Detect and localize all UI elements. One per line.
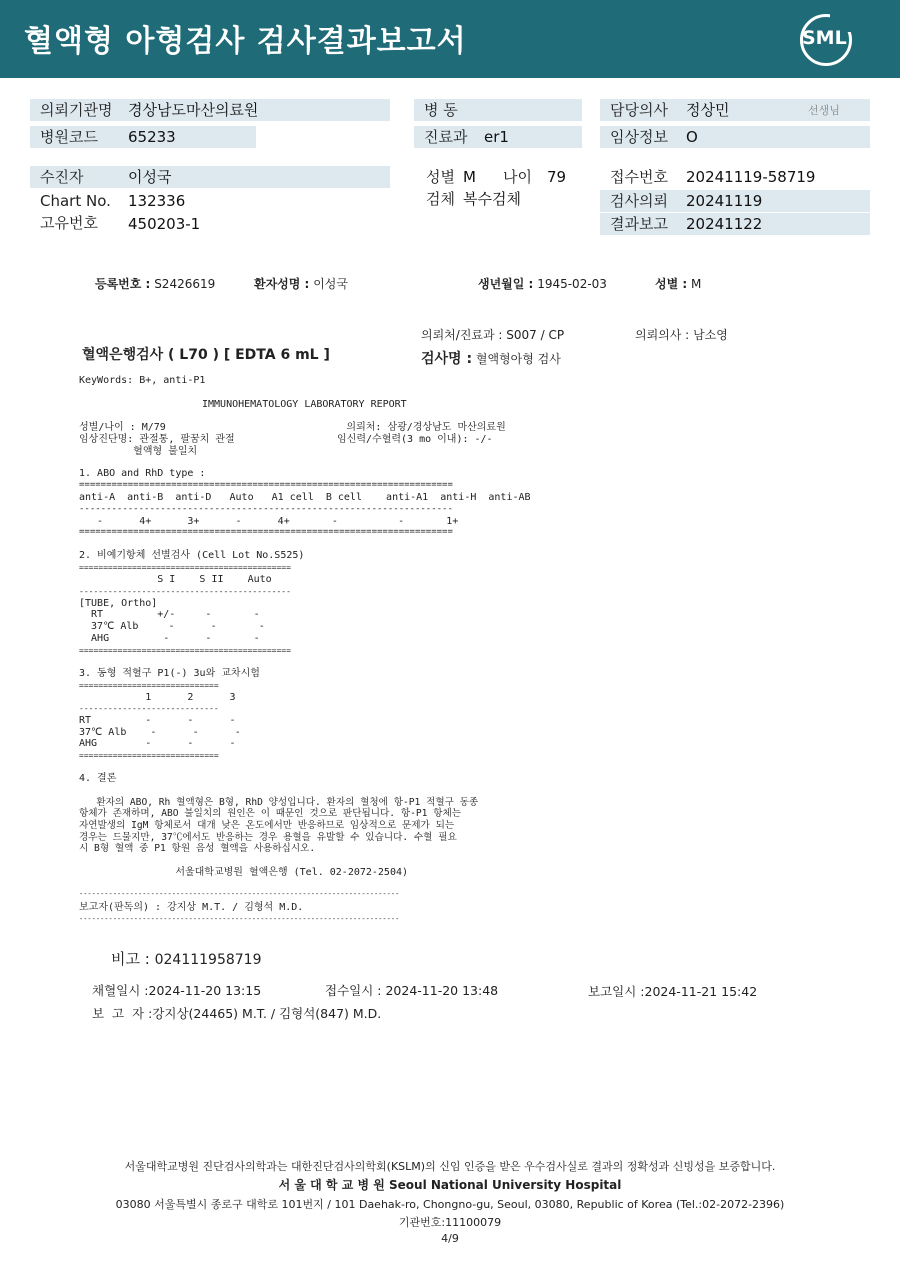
reporter-label: 보 고 자 : — [92, 1006, 153, 1021]
receipt-label: 접수번호 — [610, 168, 668, 186]
institution-label: 의뢰기관명 — [30, 99, 390, 121]
reported-label: 보고일시 : — [588, 984, 645, 999]
section2-line-rt: RT +/- - - — [79, 609, 260, 620]
conclusion-line-1: 환자의 ABO, Rh 혈액형은 B형, RhD 양성입니다. 환자의 혈청에 항-P1 적혈구 동종 — [79, 797, 479, 808]
reporter-line: 보고자(판독의) : 강지상 M.T. / 김형석 M.D. — [79, 902, 304, 913]
report-date-label: 결과보고 — [600, 213, 870, 235]
conclusion-line-2: 항체가 존재하며, ABO 불일치의 원인은 이 때문인 것으로 판단됩니다. 항-P1 항체는 — [79, 808, 461, 819]
remarks-value: 024111958719 — [154, 952, 262, 968]
footer-hospital-name: 서 울 대 학 교 병 원 Seoul National University Hospital — [278, 1178, 622, 1192]
section2-line-37c: 37℃ Alb - - - — [79, 621, 265, 632]
report-header — [0, 0, 900, 78]
hospital-code-label: 병원코드 — [30, 126, 256, 148]
diagnosis-line-1: 임상진단명: 관절통, 팔꿈치 관절 임신력/수혈력(3 mo 이내): -/- — [79, 434, 493, 445]
dob-value: 1945-02-03 — [537, 277, 607, 291]
sml-logo — [800, 14, 852, 66]
conclusion-line-5: 시 B형 혈액 중 P1 항원 음성 혈액을 사용하십시오. — [79, 843, 316, 854]
ref-doctor-label: 의뢰의사 : — [635, 328, 690, 342]
test-title: 혈액은행검사 ( L70 ) [ EDTA 6 mL ] — [82, 347, 330, 363]
sex-value: M — [463, 168, 476, 186]
clinical-value: O — [686, 128, 698, 146]
receipt-value: 20241119-58719 — [686, 168, 816, 186]
blood-bank-line: 서울대학교병원 혈액은행 (Tel. 02-2072-2504) — [79, 867, 409, 878]
page-number: 4/9 — [441, 1232, 459, 1245]
patient-label: 수진자 — [30, 166, 390, 188]
section2-line-ahg: AHG - - - — [79, 633, 260, 644]
section4-title: 4. 결론 — [79, 773, 117, 784]
section2-rule-mid: -------------------------------------------- — [79, 587, 291, 596]
scan-sex-label: 성별 : — [655, 277, 688, 291]
scan-sex-value: M — [691, 277, 702, 291]
age-value: 79 — [547, 168, 567, 186]
rule-a: ---------------------------------------------------------------------------- — [79, 890, 400, 898]
reported-value: 2024-11-21 15:42 — [644, 984, 758, 999]
section1-header: anti-A anti-B anti-D Auto A1 cell B cell anti-A1 anti-H anti-AB — [79, 492, 531, 503]
ref-value: S007 / CP — [506, 328, 565, 342]
rule-b: ---------------------------------------------------------------------------- — [79, 915, 400, 923]
dept-value: er1 — [484, 128, 509, 146]
section1-rule-mid: --------------------------------------------------------------------- — [79, 504, 453, 514]
footer-certification: 서울대학교병원 진단검사의학과는 대한진단검사의학회(KSLM)의 신임 인증을 받은 우수검사실로 결과의 정확성과 신빙성을 보증합니다. — [124, 1160, 776, 1173]
dob-label: 생년월일 : — [478, 277, 534, 291]
collect-label: 채혈일시 : — [92, 983, 149, 998]
receive-label: 접수일시 : — [325, 983, 382, 998]
chart-label: Chart No. — [40, 192, 111, 210]
age-label: 나이 — [503, 168, 532, 186]
test-name-label: 검사명 : — [421, 351, 473, 367]
sml-logo-text: SML — [802, 27, 847, 49]
sex-label: 성별 — [426, 168, 455, 186]
section2-rule-bottom: ============================================ — [79, 646, 291, 655]
ref-label: 의뢰처/진료과 : — [421, 328, 503, 342]
collect-value: 2024-11-20 13:15 — [148, 983, 262, 998]
patient-name-label: 환자성명 : — [254, 277, 310, 291]
specimen-label: 검체 — [426, 190, 455, 208]
request-value: 20241119 — [686, 192, 763, 210]
section3-line-ahg: AHG - - - — [79, 738, 236, 749]
section2-title: 2. 비예기항체 선별검사 (Cell Lot No.S525) — [79, 550, 305, 561]
section1-rule-top: ===================================================================== — [79, 480, 453, 490]
section3-rule-bottom: ============================= — [79, 751, 219, 760]
reg-no-value: S2426619 — [154, 277, 216, 291]
hospital-code-value: 65233 — [128, 128, 176, 146]
section2-rule-top: ============================================ — [79, 563, 291, 572]
reg-no-label: 등록번호 : — [95, 277, 151, 291]
section3-title: 3. 동형 적혈구 P1(-) 3u와 교차시험 — [79, 668, 260, 679]
section1-title: 1. ABO and RhD type : — [79, 468, 206, 479]
dept-label: 진료과 — [414, 126, 582, 148]
conclusion-line-3: 자연발생의 IgM 항체로서 대개 낮은 온도에서만 반응하므로 임상적으로 문제가 되는 — [79, 820, 455, 831]
institution-value: 경상남도마산의료원 — [128, 101, 259, 119]
section2-line-tube: [TUBE, Ortho] — [79, 598, 158, 609]
footer-institution-number: 기관번호:11100079 — [398, 1216, 502, 1229]
section3-line-rt: RT - - - — [79, 715, 236, 726]
ward-label: 병 동 — [414, 99, 582, 121]
remarks-label: 비고 : — [111, 950, 150, 968]
unique-value: 450203-1 — [128, 215, 201, 233]
section3-header: 1 2 3 — [79, 692, 236, 703]
specimen-value: 복수검체 — [463, 190, 521, 208]
section3-line-37c: 37℃ Alb - - - — [79, 727, 241, 738]
section2-header: S I S II Auto — [79, 574, 272, 585]
patient-value: 이성국 — [128, 168, 172, 186]
ref-doctor-value: 남소영 — [693, 328, 728, 342]
doctor-label: 담당의사 — [600, 99, 870, 121]
sex-age-line: 성별/나이 : M/79 의뢰처: 삼광/경상남도 마산의료원 — [79, 422, 506, 433]
reporter-value: 강지상(24465) M.T. / 김형석(847) M.D. — [152, 1006, 382, 1021]
section3-rule-top: ============================= — [79, 681, 219, 690]
section1-rule-bottom: ===================================================================== — [79, 527, 453, 537]
diagnosis-line-2: 혈액형 불일치 — [79, 446, 198, 457]
patient-name-value: 이성국 — [313, 277, 348, 291]
keywords: KeyWords: B+, anti-P1 — [79, 375, 206, 386]
section3-rule-mid: ----------------------------- — [79, 704, 219, 713]
request-label: 검사의뢰 — [600, 190, 870, 212]
test-name-value: 혈액형아형 검사 — [475, 352, 561, 366]
report-title: 혈액형 아형검사 검사결과보고서 — [24, 24, 467, 59]
doctor-suffix: 선생님 — [808, 104, 840, 117]
report-date-value: 20241122 — [686, 215, 763, 233]
receive-value: 2024-11-20 13:48 — [385, 983, 499, 998]
clinical-label: 임상정보 — [600, 126, 870, 148]
doctor-value: 정상민 — [686, 101, 730, 119]
section1-values: - 4+ 3+ - 4+ - - 1+ — [79, 516, 459, 527]
unique-label: 고유번호 — [40, 214, 98, 232]
chart-value: 132336 — [128, 192, 186, 210]
footer-address: 03080 서울특별시 종로구 대학로 101번지 / 101 Daehak-ro, Chongno-gu, Seoul, 03080, Republic of Korea (Tel.:02-2072-2396) — [115, 1198, 785, 1211]
conclusion-line-4: 경우는 드물지만, 37℃에서도 반응하는 경우 용혈을 유발할 수 있습니다. 수혈 필요 — [79, 832, 457, 843]
report-heading: IMMUNOHEMATOLOGY LABORATORY REPORT — [202, 399, 407, 410]
